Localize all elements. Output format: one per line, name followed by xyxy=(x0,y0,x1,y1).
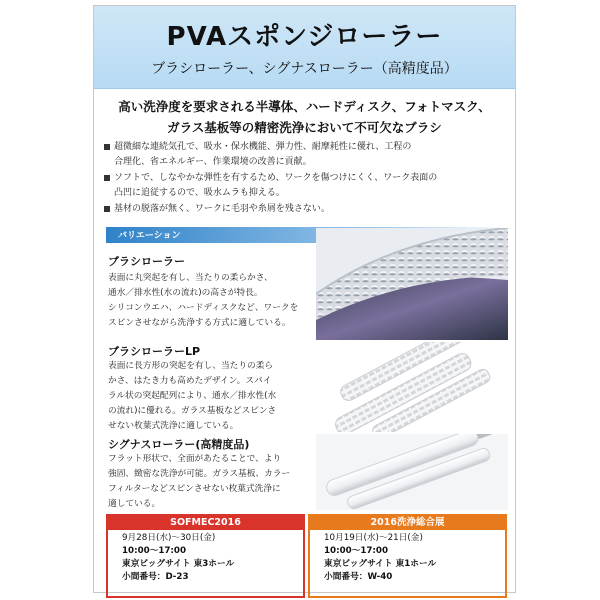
section-body-brush-roller: 表面に丸突起を有し、当たりの柔らかさ、 通水／排水性(水の流れ)の高さが特長。 シリコンウエハ、ハードディスクなど、ワークを スピンさせながら洗浄する方式に適している。 xyxy=(108,273,299,328)
variation-label: バリエーション xyxy=(118,231,181,241)
bullet-square-icon xyxy=(104,206,110,212)
section-title-brush-roller: ブラシローラー xyxy=(108,255,185,268)
cygnus-roller-photo xyxy=(316,434,508,510)
event-title: 2016洗浄総合展 xyxy=(310,516,505,530)
event-title: SOFMEC2016 xyxy=(108,516,303,530)
event-details: 9月28日(水)～30日(金) 10:00～17:00 東京ビッグサイト 東3ホール 小間番号：D-23 xyxy=(122,533,235,582)
feature-item: ソフトで、しなやかな弾性を有するため、ワークを傷つけにくく、ワーク表面の 凸凹に追従するので、吸水ムラも抑える。 xyxy=(104,171,506,200)
section-title-cygnus-roller: シグナスローラー(高精度品) xyxy=(108,438,250,451)
section-body-cygnus-roller: フラット形状で、全面があたることで、より 強固、緻密な洗浄が可能。ガラス基板、カラー フィルターなどスピンさせない枚葉式洗浄に 適している。 xyxy=(108,454,291,509)
bullet-square-icon xyxy=(104,175,110,181)
brochure xyxy=(93,5,516,593)
bullet-square-icon xyxy=(104,144,110,150)
page-subtitle: ブラシローラー、シグナスローラー（高精度品） xyxy=(151,61,458,77)
brush-roller-lp-photo xyxy=(316,342,508,432)
feature-item: 基材の脱落が無く、ワークに毛羽や糸屑を残さない。 xyxy=(104,202,506,217)
section-body-brush-roller-lp: 表面に長方形の突起を有し、当たりの柔ら かさ、はたき力も高めたデザイン。スパイ ラル状の突起配列により、通水／排水性(水 の流れ)に優れる。ガラス基板などスピンさ せない枚葉式洗浄に適している。 xyxy=(108,361,277,431)
headline-line-2: ガラス基板等の精密洗浄において不可欠なブラシ xyxy=(167,120,442,135)
page-title: PVAスポンジローラー xyxy=(166,22,443,52)
title-banner xyxy=(94,6,515,89)
brush-roller-photo xyxy=(316,228,508,340)
event-box-sofmec xyxy=(106,514,305,598)
headline-line-1: 高い洗浄度を要求される半導体、ハードディスク、フォトマスク、 xyxy=(118,99,491,114)
event-details: 10月19日(水)～21日(金) 10:00～17:00 東京ビッグサイト 東1ホール 小間番号：W-40 xyxy=(324,533,437,582)
feature-item: 超微細な連続気孔で、吸水・保水機能、弾力性、耐摩耗性に優れ、工程の 合理化、省エネルギー、作業環境の改善に貢献。 xyxy=(104,140,506,169)
feature-list xyxy=(104,140,506,219)
headline xyxy=(94,96,515,138)
section-title-brush-roller-lp: ブラシローラーLP xyxy=(108,345,201,358)
event-box-cleaning-expo xyxy=(308,514,507,598)
